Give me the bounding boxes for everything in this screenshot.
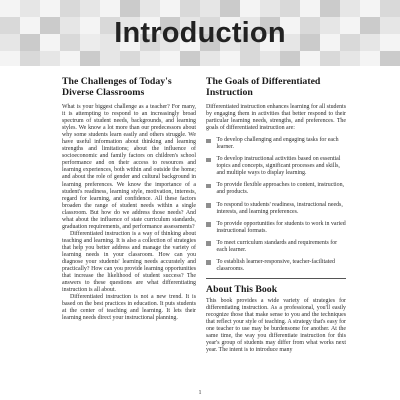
about-paragraph: This book provides a wide variety of strategies for differentiating instruction. As a professional, you'll easily recognize those that make sense to you and the techniques that reflect your style of teaching. A strategy that's easy for one teacher to use may be burdensome for another. At the same time, the way you differentiate instruction for this year's group of students may differ from what works next year. The intent is to introduce many xyxy=(206,297,346,354)
list-item: To respond to students' readiness, instructional needs, interests, and learning preferences. xyxy=(206,202,346,216)
challenges-heading-line1: The Challenges of Today's xyxy=(62,76,172,87)
list-item: To develop instructional activities based on essential topics and concepts, significant processes and skills, and multiple ways to display learning. xyxy=(206,156,346,177)
challenges-paragraph-3: Differentiated instruction is not a new trend. It is based on the best practices in education. It puts students at the center of teaching and learning. It lets their learning needs direct your instructional planning. xyxy=(62,294,196,322)
square-bullet-icon xyxy=(206,241,211,246)
list-item: To meet curriculum standards and requirements for each learner. xyxy=(206,240,346,254)
challenges-paragraph-2: Differentiated instruction is a way of thinking about teaching and learning. It is also a collection of strategies that help you better address and manage the variety of learning needs in your classroom. How can you diagnose your students' learning needs accurately and practically? How can you provide learning opportunities that increase the likelihood of student success? The answers to these questions are what differentiating instruction is all about. xyxy=(62,230,196,294)
challenges-heading xyxy=(62,76,196,98)
list-item: To provide opportunities for students to work in varied instructional formats. xyxy=(206,221,346,235)
list-item: To establish learner-responsive, teacher-facilitated classrooms. xyxy=(206,259,346,273)
square-bullet-icon xyxy=(206,260,211,265)
list-item: To provide flexible approaches to content, instruction, and products. xyxy=(206,182,346,196)
chapter-header-banner xyxy=(0,0,400,66)
challenges-paragraph-1: What is your biggest challenge as a teacher? For many, it is attempting to respond to an increasingly broad spectrum of student needs, backgrounds, and learning styles. We know a lot more than our predecessors about why some students learn easily and others struggle. We have useful information about thinking and learning strengths and limitations; about the influence of socioeconomic and family factors on children's school performance and on their access to resources and learning experiences, both within and outside the home; and about the role of gender and cultural background in learning preferences. We know the importance of a student's readiness, learning style, motivation, interests, regard for learning, and confidence. All these factors broaden the range of student needs within a single classroom. But how do we address those needs? And what about the influence of state curriculum standards, graduation requirements, and performance assessments? xyxy=(62,104,196,230)
square-bullet-icon xyxy=(206,139,211,144)
goals-heading xyxy=(206,76,346,98)
goals-list xyxy=(206,137,346,273)
square-bullet-icon xyxy=(206,184,211,189)
square-bullet-icon xyxy=(206,222,211,227)
goals-heading-line2: Instruction xyxy=(206,87,253,98)
right-column xyxy=(206,76,346,354)
page-number: 1 xyxy=(198,390,202,396)
challenges-heading-line2: Diverse Classrooms xyxy=(62,87,145,98)
left-column xyxy=(62,76,196,322)
chapter-title: Introduction xyxy=(114,16,286,49)
section-divider xyxy=(206,278,346,279)
square-bullet-icon xyxy=(206,158,211,163)
list-item: To develop challenging and engaging tasks for each learner. xyxy=(206,137,346,151)
goals-intro: Differentiated instruction enhances learning for all students by engaging them in activities that better respond to their particular learning needs, strengths, and preferences. The goals of differentiated instruction are: xyxy=(206,104,346,132)
about-heading: About This Book xyxy=(206,283,278,295)
square-bullet-icon xyxy=(206,203,211,208)
goals-heading-line1: The Goals of Differentiated xyxy=(206,76,321,87)
